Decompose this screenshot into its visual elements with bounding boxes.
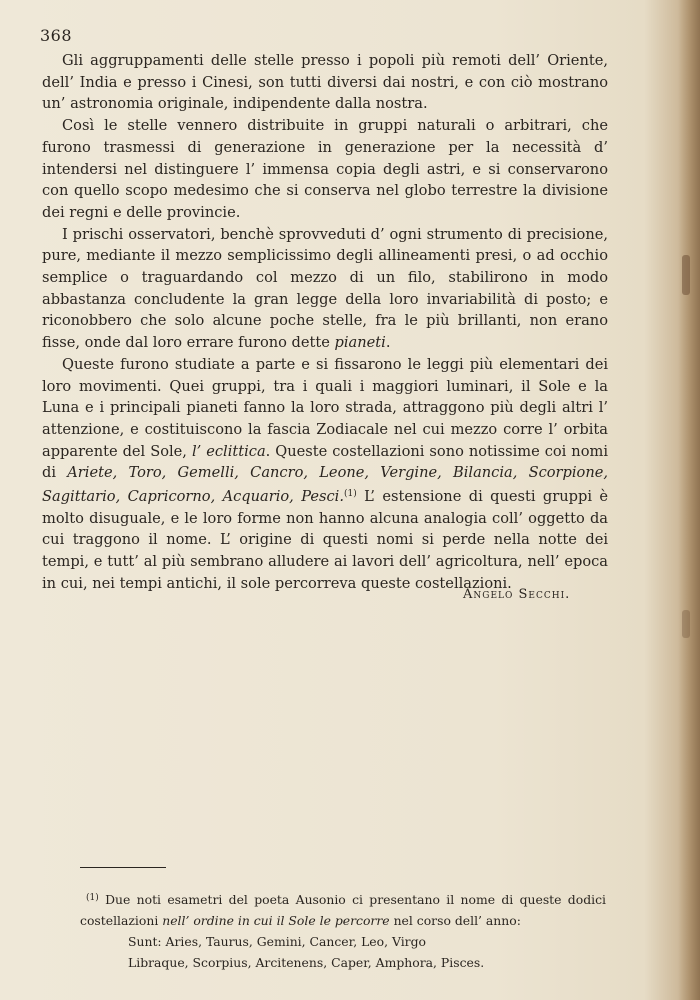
author-signature: Angelo Secchi. (463, 587, 571, 602)
verse-line: Libraque, Scorpius, Arcitenens, Caper, Amphora, Pisces. (128, 955, 485, 970)
text-run: . (385, 334, 391, 352)
text-run: Due noti esametri del poeta Ausonio ci presentano il nome di queste dodici costellazioni (80, 892, 606, 928)
paragraph (42, 354, 608, 595)
text-run: . Queste costellazioni sono notissime coi nomi di (42, 442, 609, 482)
italic-text: Ariete, Toro, Gemelli, Cancro, Leone, Vergine, Bilancia, Scorpione, Sagittario, Capricorno, Acquario, Pesci. (42, 464, 609, 506)
paragraph (42, 115, 608, 224)
italic-text: pianeti (334, 334, 386, 352)
edge-stain (682, 255, 690, 295)
paragraph (42, 224, 608, 354)
italic-text: l’ eclittica (191, 442, 266, 460)
italic-text: nell’ ordine in cui il Sole le percorre (162, 913, 390, 928)
text-run: Gli aggruppamenti delle stelle presso i popoli più remoti dell’ Oriente, dell’ India e presso i Cinesi, son tutti diversi dai nostri, e con ciò mostrano un’ astronomia originale, indipendente dalla nostra. (42, 52, 608, 113)
footnote (80, 888, 606, 973)
text-run: nel corso dell’ anno: (389, 913, 521, 928)
text-run: L’ estensione di questi gruppi è molto disuguale, e le loro forme non hanno alcuna analogia coll’ oggetto da cui traggono il nome. L’ origine di questi nomi si perde nella notte dei tempi, e tutt’ al più sembrano alludere ai lavori dell’ agricoltura, nell’ epoca in cui, nei tempi antichi, il sole percorreva queste costellazioni. (42, 488, 609, 592)
footnote-reference: (1) (343, 489, 357, 500)
page-number: 368 (40, 26, 73, 45)
paragraph (42, 50, 608, 115)
verse-line: Sunt: Aries, Taurus, Gemini, Cancer, Leo, Virgo (128, 934, 426, 949)
text-run: I prischi osservatori, benchè sprovveduti d’ ogni strumento di precisione, pure, mediante il mezzo semplicissimo degli allineamenti presi, o ad occhio semplice o traguardando col mezzo di un filo, stabilirono in modo abbastanza concludente la gran legge della loro invariabilità di posto; e riconobbero che solo alcune poche stelle, fra le più brillanti, non erano fisse, onde dal loro errare furono dette (42, 225, 608, 352)
edge-stain (682, 610, 690, 638)
body-text (42, 50, 608, 595)
text-run: Queste furono studiate a parte e si fissarono le leggi più elementari dei loro movimenti. Quei gruppi, tra i quali i maggiori luminari, il Sole e la Luna e i principali pianeti fanno la loro strada, attraggono più degli altri l’ attenzione, e costituiscono la fascia Zodiacale nel cui mezzo corre l’ orbita apparente del Sole, (42, 355, 608, 460)
page-edge-shadow (678, 0, 700, 1000)
text-run: Così le stelle vennero distribuite in gruppi naturali o arbitrari, che furono trasmessi di generazione in generazione per la necessità d’ intendersi nel distinguere l’ immensa copia degli astri, e si conservarono con quello scopo medesimo che si conserva nel globo terrestre la divisione dei regni e delle provincie. (42, 117, 608, 221)
footnote-marker: (1) (86, 893, 99, 903)
footnote-text (80, 888, 606, 931)
footnote-separator (80, 867, 166, 868)
